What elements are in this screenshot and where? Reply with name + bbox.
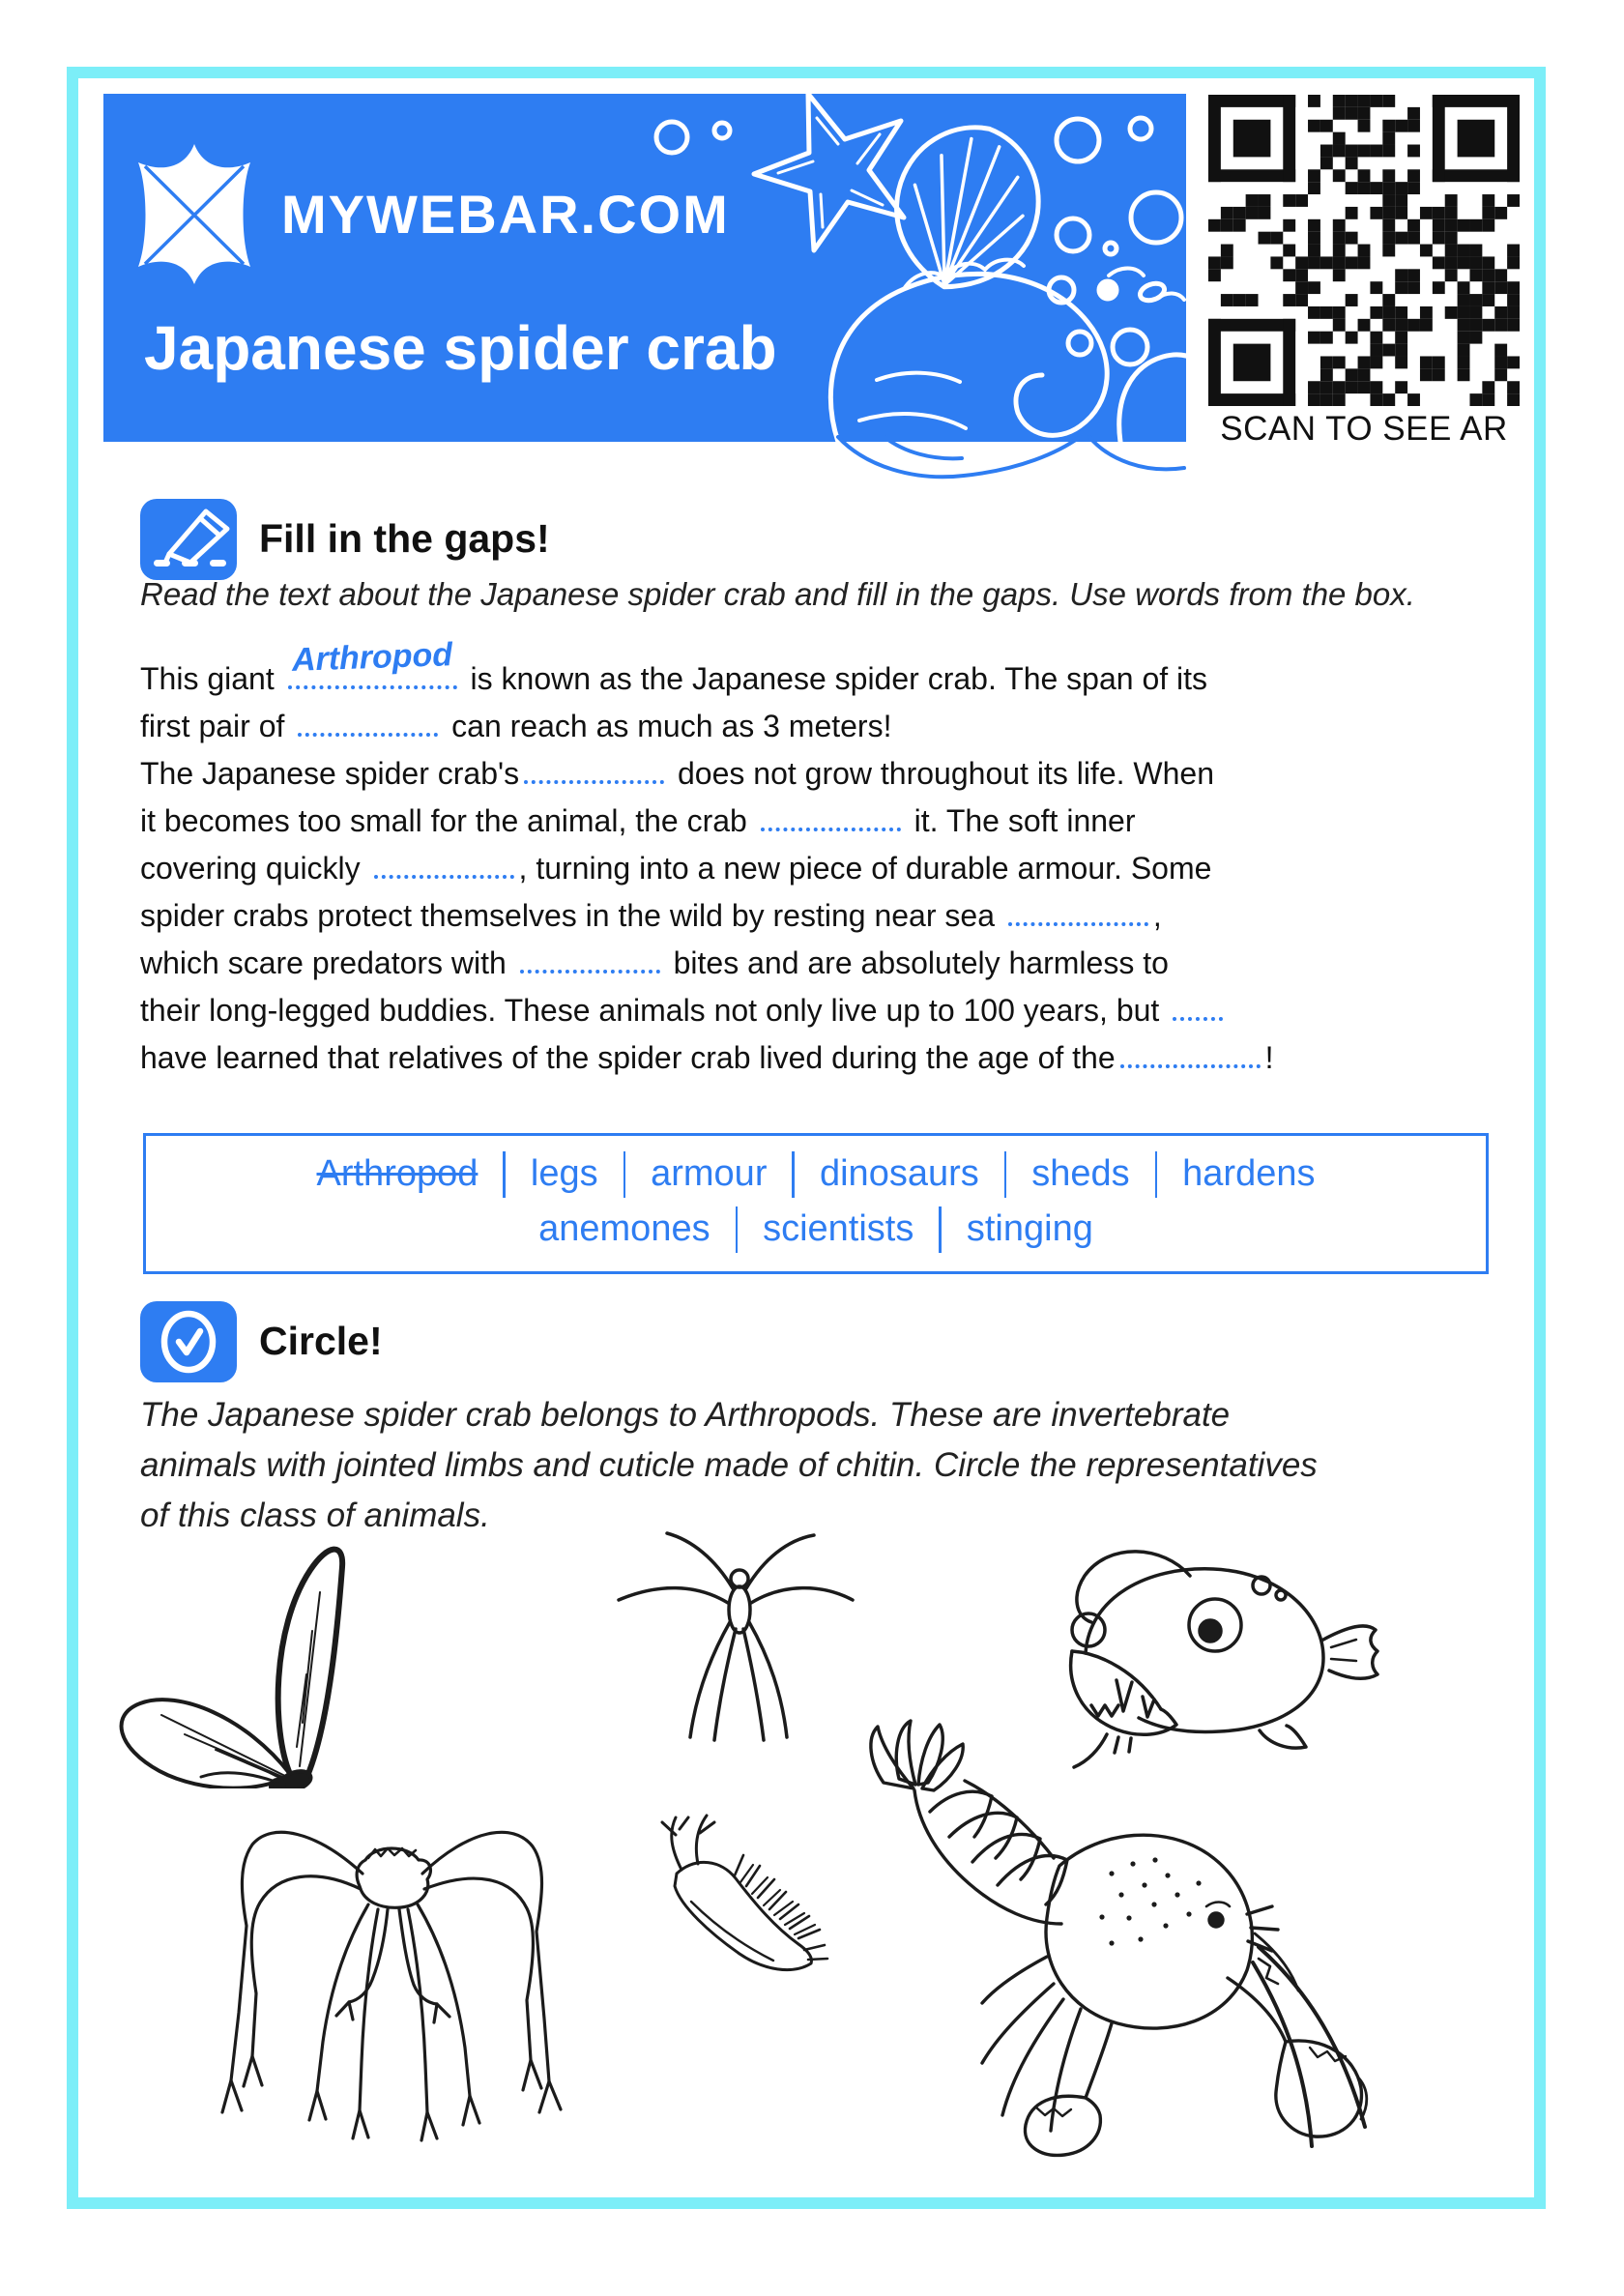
answer-blank[interactable] [1008, 893, 1148, 926]
paragraph-line [140, 845, 1580, 892]
paragraph-text: their long-legged buddies. These animals not only live up to 100 years, but [140, 993, 1169, 1028]
answer-blank[interactable] [520, 941, 660, 974]
paragraph-text: does not grow throughout its life. When [669, 756, 1214, 791]
answer-blank[interactable] [1173, 988, 1223, 1021]
word-box-row [146, 1149, 1486, 1199]
word-option[interactable]: stinging [966, 1208, 1093, 1249]
word-option-used[interactable]: Arthropod [316, 1153, 478, 1194]
circle-instructions [140, 1390, 1318, 1541]
word-option[interactable]: anemones [538, 1208, 710, 1249]
paragraph-line [140, 892, 1580, 940]
answer-blank[interactable] [374, 846, 514, 879]
gap-fill-paragraph [140, 636, 1580, 1082]
qr-caption: SCAN TO SEE AR [1220, 410, 1508, 448]
paragraph-line [140, 1034, 1580, 1082]
answer-blank[interactable] [298, 704, 438, 737]
paragraph-text: have learned that relatives of the spider crab lived during the age of the [140, 1040, 1116, 1075]
gap-answer-handwritten: Arthropod [291, 636, 453, 679]
page-title: Japanese spider crab [144, 313, 777, 383]
bubbles-icon [656, 122, 730, 153]
paragraph-line [140, 703, 1580, 750]
header-art-clip [103, 94, 1186, 442]
paragraph-text: The Japanese spider crab's [140, 756, 520, 791]
sea-slug-illustration[interactable] [638, 1810, 851, 1995]
brand-text: MYWEBAR.COM [281, 184, 730, 245]
paragraph-text: ! [1264, 1040, 1274, 1075]
word-box [143, 1133, 1489, 1274]
paragraph-line [140, 987, 1580, 1034]
answer-blank[interactable] [1120, 1035, 1261, 1068]
paragraph-text: it. The soft inner [905, 803, 1136, 838]
circle-task-icon [140, 1301, 237, 1382]
paragraph-text: which scare predators with [140, 945, 515, 980]
circle-instruction-line: animals with jointed limbs and cuticle made of chitin. Circle the representatives [140, 1446, 1318, 1484]
spider-illustration[interactable] [599, 1530, 880, 1745]
answer-blank[interactable] [761, 799, 901, 831]
mywebar-logo [135, 144, 253, 285]
paragraph-text: , [1152, 898, 1162, 933]
paragraph-text: , turning into a new piece of durable armour. Some [518, 851, 1212, 886]
word-option[interactable]: scientists [763, 1208, 914, 1249]
word-option[interactable]: dinosaurs [819, 1153, 979, 1194]
bubbles-icon [1049, 118, 1181, 364]
paragraph-text: first pair of [140, 709, 294, 743]
qr-code [1208, 95, 1520, 406]
word-option[interactable]: sheds [1031, 1153, 1130, 1194]
word-option[interactable]: hardens [1182, 1153, 1316, 1194]
paragraph-line [140, 940, 1580, 987]
fill-gaps-instructions: Read the text about the Japanese spider crab and fill in the gaps. Use words from the box. [140, 576, 1415, 612]
fill-gaps-icon [140, 499, 237, 580]
wave-icon [830, 243, 1186, 442]
butterfly-illustration[interactable] [92, 1539, 474, 1788]
paragraph-text: can reach as much as 3 meters! [443, 709, 892, 743]
paragraph-text: it becomes too small for the animal, the crab [140, 803, 756, 838]
paragraph-text: is known as the Japanese spider crab. The span of its [461, 661, 1208, 696]
paragraph-text: bites and are absolutely harmless to [664, 945, 1169, 980]
paragraph-text: spider crabs protect themselves in the wild by resting near sea [140, 898, 1003, 933]
answer-blank[interactable] [524, 751, 664, 784]
circle-instruction-line: of this class of animals. [140, 1497, 490, 1534]
paragraph-line [140, 636, 1580, 703]
sea-decoration-art [103, 94, 1186, 442]
header-banner [103, 94, 1186, 442]
paragraph-line [140, 798, 1580, 845]
word-option[interactable]: armour [651, 1153, 768, 1194]
japanese-spider-crab-illustration[interactable] [169, 1800, 643, 2160]
circle-instruction-line: The Japanese spider crab belongs to Arthropods. These are invertebrate [140, 1396, 1231, 1434]
answer-blank[interactable] [288, 636, 457, 689]
shell-icon [877, 109, 1058, 306]
lobster-illustration[interactable] [822, 1719, 1382, 2165]
word-box-row [146, 1205, 1486, 1254]
fill-gaps-heading: Fill in the gaps! [259, 516, 550, 561]
circle-heading: Circle! [259, 1319, 383, 1363]
paragraph-text: This giant [140, 661, 283, 696]
wave-overflow-icon [826, 435, 1194, 503]
paragraph-text: covering quickly [140, 851, 369, 886]
paragraph-line [140, 750, 1580, 798]
word-option[interactable]: legs [530, 1153, 598, 1194]
starfish-icon [754, 94, 904, 250]
